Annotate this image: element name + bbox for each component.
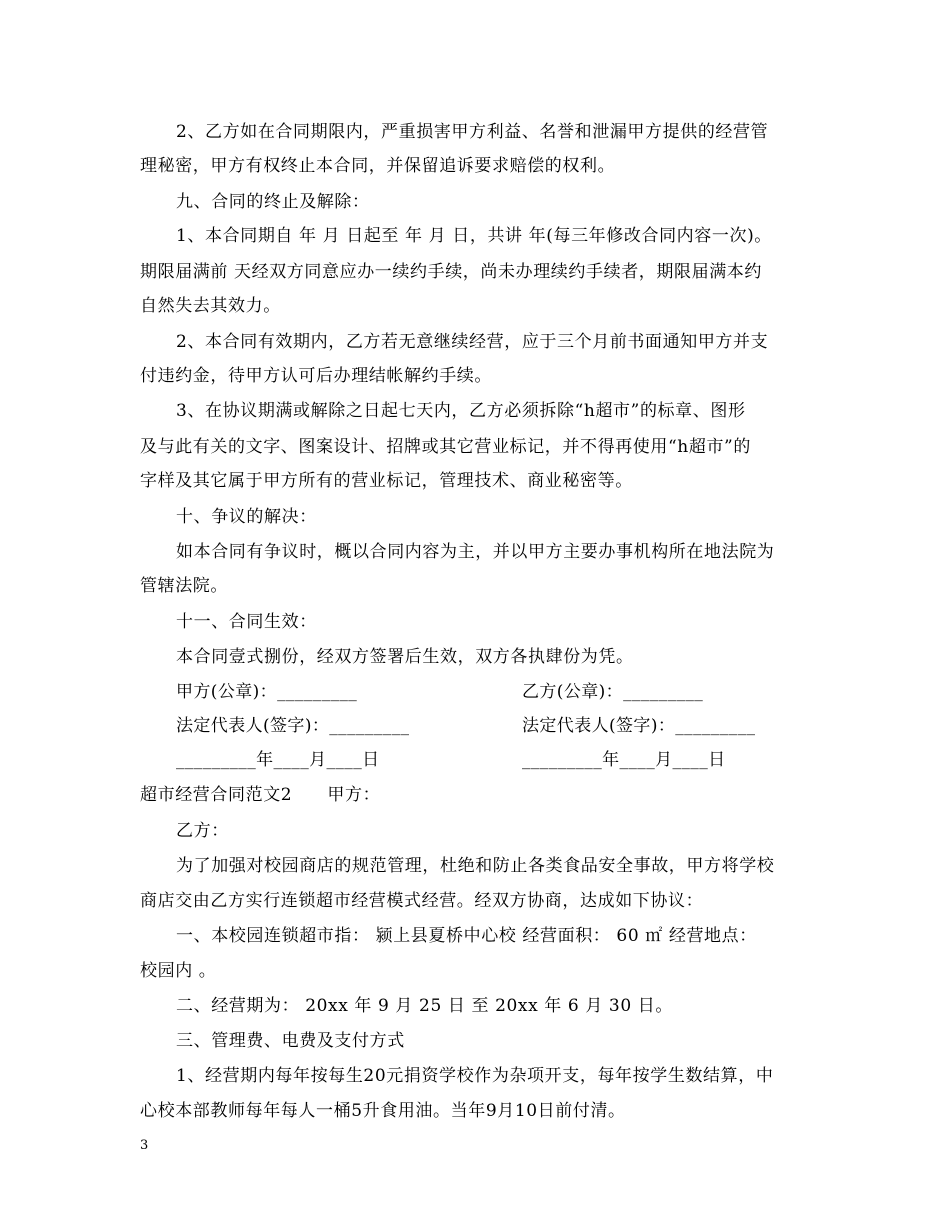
- party-b-representative: 法定代表人(签字)：_________: [522, 716, 756, 736]
- paragraph-line: 1、本合同期自 年 月 日起至 年 月 日，共讲 年(每三年修改合同内容一次)。: [176, 226, 772, 246]
- party-b-seal: 乙方(公章)：_________: [522, 682, 704, 702]
- paragraph-line: 理秘密，甲方有权终止本合同，并保留追诉要求赔偿的权利。: [140, 156, 616, 176]
- paragraph-line: 付违约金，待甲方认可后办理结帐解约手续。: [140, 366, 492, 386]
- party-a-date: _________年____月____日: [176, 750, 380, 770]
- paragraph-line: 如本合同有争议时，概以合同内容为主，并以甲方主要办事机构所在地法院为: [176, 542, 775, 562]
- paragraph-line: 校园内 。: [140, 961, 217, 981]
- section-heading: 十一、合同生效：: [176, 612, 317, 632]
- paragraph-line: 自然失去其效力。: [140, 296, 281, 316]
- paragraph-line: 乙方：: [176, 821, 229, 841]
- paragraph-line: 一、本校园连锁超市指： 颍上县夏桥中心校 经营面积： 60 ㎡ 经营地点：: [176, 926, 757, 946]
- paragraph-line: 字样及其它属于甲方所有的营业标记，管理技术、商业秘密等。: [140, 471, 633, 491]
- page-number: 3: [140, 1138, 149, 1153]
- party-b-date: _________年____月____日: [522, 750, 726, 770]
- paragraph-line: 管辖法院。: [140, 576, 228, 596]
- paragraph-line: 本合同壹式捌份，经双方签署后生效，双方各执肆份为凭。: [176, 647, 634, 667]
- paragraph-line: 期限届满前 天经双方同意应办一续约手续，尚未办理续约手续者，期限届满本约: [140, 262, 763, 282]
- paragraph-line: 为了加强对校园商店的规范管理，杜绝和防止各类食品安全事故，甲方将学校: [176, 856, 775, 876]
- section-heading: 九、合同的终止及解除：: [176, 192, 370, 212]
- paragraph-line: 1、经营期内每年按每生20元捐资学校作为杂项开支，每年按学生数结算，中: [176, 1066, 774, 1086]
- paragraph-line: 二、经营期为： 20xx 年 9 月 25 日 至 20xx 年 6 月 30 日。: [176, 996, 673, 1016]
- party-a-representative: 法定代表人(签字)：_________: [176, 716, 410, 736]
- document-title-line: 超市经营合同范文2 甲方：: [140, 785, 381, 805]
- paragraph-line: 2、本合同有效期内，乙方若无意继续经营，应于三个月前书面通知甲方并支: [176, 332, 769, 352]
- paragraph-line: 2、乙方如在合同期限内，严重损害甲方利益、名誉和泄漏甲方提供的经营管: [176, 122, 769, 142]
- section-heading: 十、争议的解决：: [176, 507, 317, 527]
- paragraph-line: 心校本部教师每年每人一桶5升食用油。当年9月10日前付清。: [140, 1101, 626, 1121]
- party-a-seal: 甲方(公章)：_________: [176, 682, 358, 702]
- section-heading: 三、管理费、电费及支付方式: [176, 1031, 405, 1051]
- paragraph-line: 3、在协议期满或解除之日起七天内，乙方必须拆除“h超市”的标章、图形: [176, 401, 746, 421]
- paragraph-line: 及与此有关的文字、图案设计、招牌或其它营业标记，并不得再使用“h超市”的: [140, 437, 751, 457]
- paragraph-line: 商店交由乙方实行连锁超市经营模式经营。经双方协商，达成如下协议：: [140, 891, 704, 911]
